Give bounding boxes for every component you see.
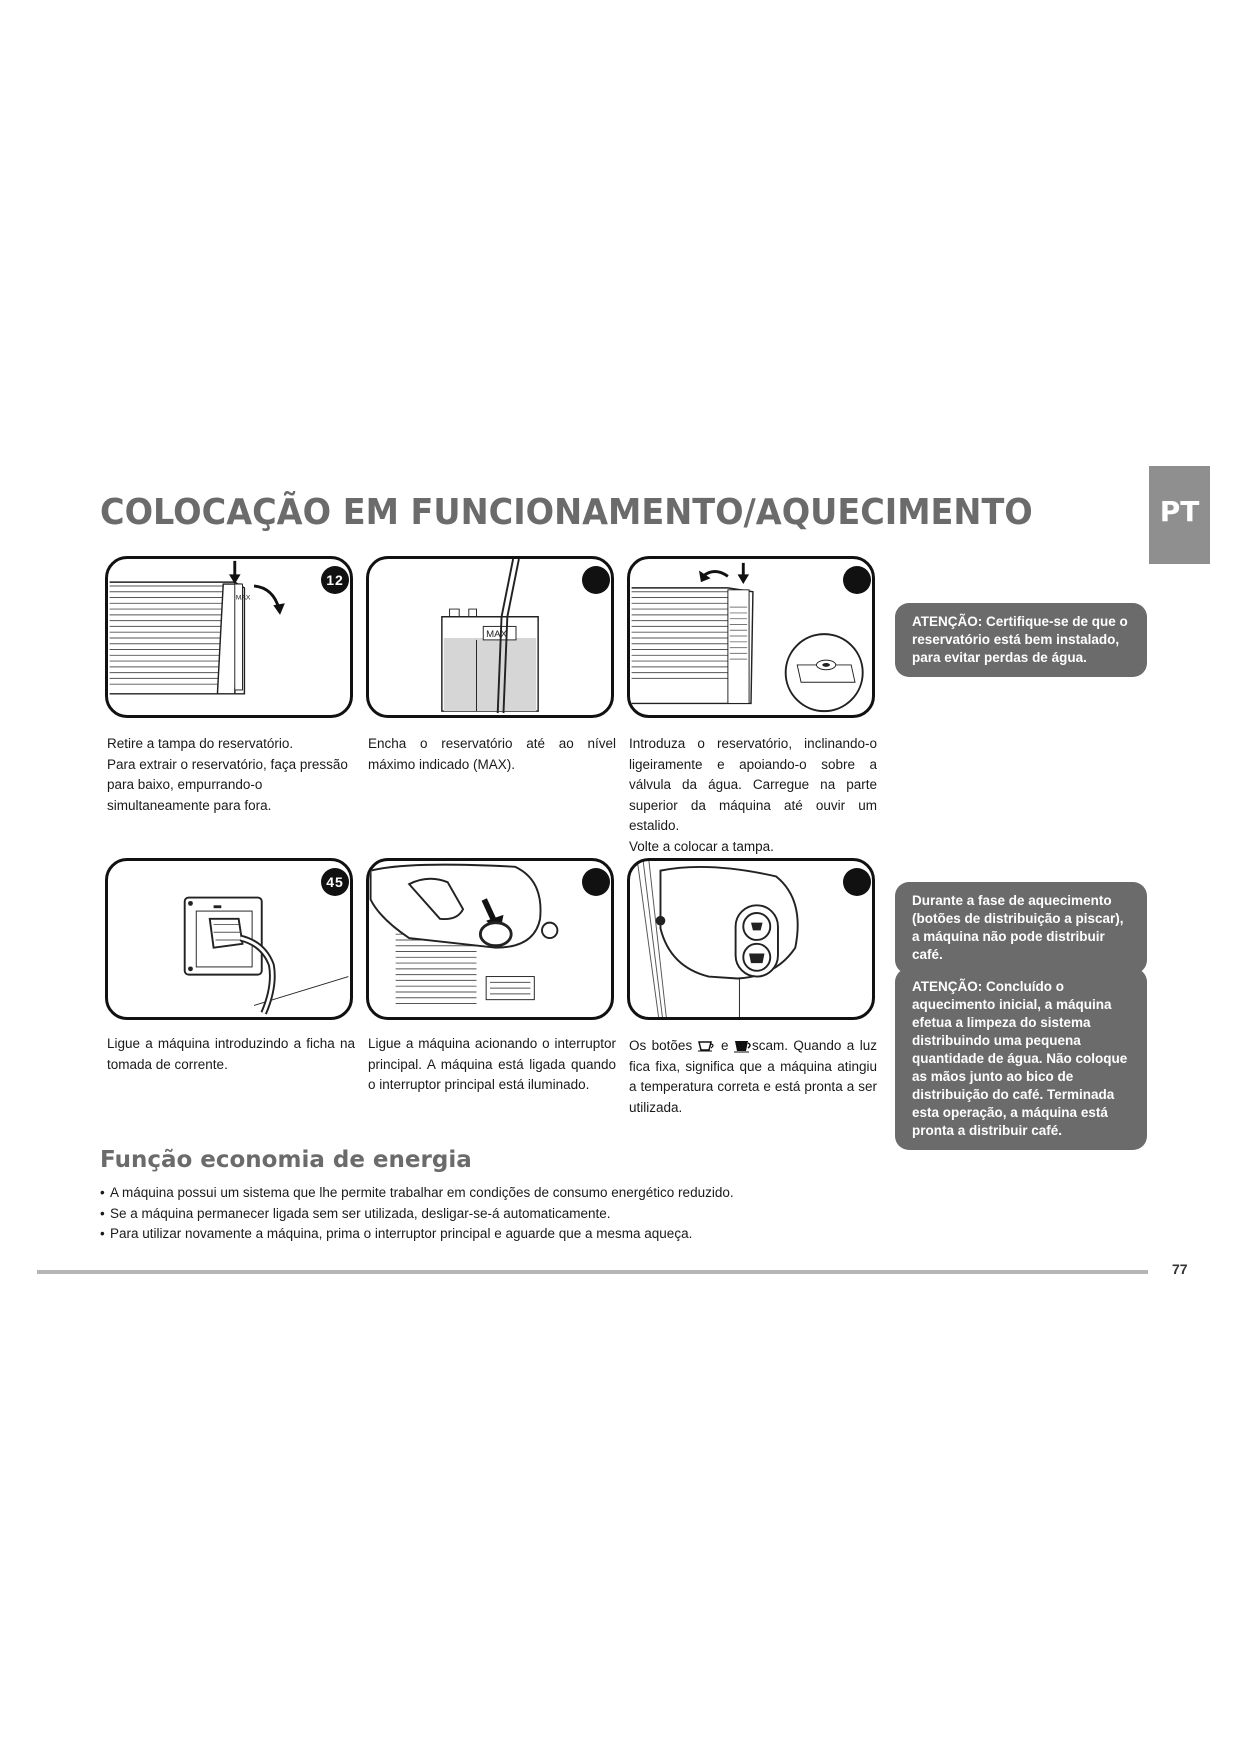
step-5-caption — [368, 1034, 616, 1096]
caption-line: Retire a tampa do reservatório. — [107, 736, 294, 751]
language-tab: PT — [1149, 466, 1210, 564]
energy-saving-list — [100, 1183, 734, 1245]
step-1-caption — [107, 734, 355, 816]
step-6-illustration — [627, 858, 875, 1020]
insert-reservoir-drawing — [630, 559, 872, 715]
energy-saving-heading: Função economia de energia — [100, 1147, 472, 1173]
step-badge: 45 — [321, 868, 349, 896]
step-6-caption — [629, 1036, 877, 1118]
page-title: COLOCAÇÃO EM FUNCIONAMENTO/AQUECIMENTO — [100, 492, 1033, 533]
list-item: • A máquina possui um sistema que lhe permite trabalhar em condições de consumo energético reduzido. — [100, 1183, 734, 1204]
main-switch-drawing — [369, 861, 611, 1017]
list-item: • Para utilizar novamente a máquina, prima o interruptor principal e aguarde que a mesma aqueça. — [100, 1224, 734, 1245]
step-4-caption — [107, 1034, 355, 1075]
step-badge — [582, 868, 610, 896]
step-2-illustration — [366, 556, 614, 718]
large-cup-icon — [734, 1040, 752, 1053]
step-4-illustration — [105, 858, 353, 1020]
step-3-caption — [629, 734, 877, 857]
caption-line: Encha o reservatório até ao nível máximo indicado (MAX). — [368, 736, 616, 772]
caption-line: Ligue a máquina introduzindo a ficha na tomada de corrente. — [107, 1036, 355, 1072]
caption-text-middle: e — [715, 1038, 734, 1053]
footer-divider — [37, 1270, 1148, 1274]
caption-text-before: Os botões — [629, 1038, 698, 1053]
max-label: MAX — [486, 629, 507, 640]
page-number: 77 — [1172, 1261, 1188, 1277]
caption-text-after: scam. Quando a luz fica fixa, significa que a máquina atingiu a temperatura correta e está pronta a ser utilizada. — [629, 1038, 877, 1115]
caption-line: Volte a colocar a tampa. — [629, 838, 774, 854]
heating-buttons-drawing — [630, 861, 872, 1017]
step-5-illustration — [366, 858, 614, 1020]
caption-line: Ligue a máquina acionando o interruptor principal. A máquina está ligada quando o interruptor principal está iluminado. — [368, 1036, 616, 1092]
caption-line: Para extrair o reservatório, faça pressão para baixo, empurrando-o simultaneamente para fora. — [107, 756, 348, 813]
list-item: • Se a máquina permanecer ligada sem ser utilizada, desligar-se-á automaticamente. — [100, 1204, 734, 1225]
small-cup-icon — [698, 1040, 716, 1052]
caption-line: Introduza o reservatório, inclinando-o ligeiramente e apoiando-o sobre a válvula da água. Carregue na parte superior da máquina até ouvir um estalido. — [629, 736, 877, 833]
plug-in-drawing — [108, 861, 350, 1017]
step-badge — [582, 566, 610, 594]
fill-reservoir-drawing — [369, 559, 611, 715]
step-badge — [843, 566, 871, 594]
step-3-illustration — [627, 556, 875, 718]
step-2-caption — [368, 734, 616, 775]
reservoir-lid-removal-drawing — [108, 559, 350, 715]
svg-text:MAX: MAX — [235, 594, 251, 602]
attention-note-cleaning: ATENÇÃO: Concluído o aquecimento inicial, a máquina efetua a limpeza do sistema distribuindo uma pequena quantidade de água. Não coloque as mãos junto ao bico de distribuição do café. Terminada esta operação, a máquina está pronta a distribuir café. — [895, 968, 1147, 1150]
step-badge — [843, 868, 871, 896]
heating-phase-note: Durante a fase de aquecimento (botões de distribuição a piscar), a máquina não pode distribuir café. — [895, 882, 1147, 974]
step-1-illustration — [105, 556, 353, 718]
step-badge: 12 — [321, 566, 349, 594]
caption-line — [629, 1036, 877, 1118]
attention-note-reservoir: ATENÇÃO: Certifique-se de que o reservatório está bem instalado, para evitar perdas de água. — [895, 603, 1147, 677]
